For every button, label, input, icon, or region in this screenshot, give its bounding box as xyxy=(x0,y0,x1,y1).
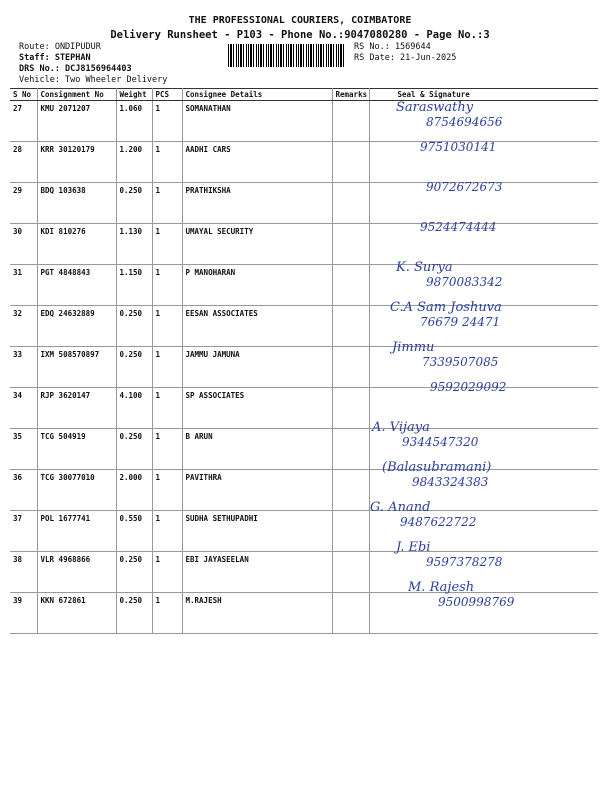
handwritten-signature xyxy=(370,500,476,529)
table-row xyxy=(10,224,598,265)
cell-pcs: 1 xyxy=(152,552,182,593)
cell-consignee: P MANOHARAN xyxy=(182,265,332,306)
col-weight: Weight xyxy=(116,89,152,101)
cell-weight: 0.250 xyxy=(116,593,152,634)
cell-pcs: 1 xyxy=(152,470,182,511)
col-signature: Seal & Signature xyxy=(369,89,598,101)
meta-left xyxy=(19,42,167,86)
signature-phone: 8754694656 xyxy=(426,115,503,129)
handwritten-signature xyxy=(390,220,496,234)
cell-weight: 0.250 xyxy=(116,347,152,388)
cell-sno: 34 xyxy=(10,388,37,429)
runsheet-subtitle: Delivery Runsheet - P103 - Phone No.:9047080280 - Page No.:3 xyxy=(110,29,490,41)
signature-name: (Balasubramani) xyxy=(382,460,492,475)
cell-remarks xyxy=(332,552,369,593)
cell-weight: 1.150 xyxy=(116,265,152,306)
cell-sno: 35 xyxy=(10,429,37,470)
signature-phone: 9072672673 xyxy=(426,180,503,194)
signature-phone: 9751030141 xyxy=(420,140,497,154)
cell-consignment: KKN 672861 xyxy=(37,593,116,634)
col-remarks: Remarks xyxy=(332,89,369,101)
table-row xyxy=(10,306,598,347)
cell-pcs: 1 xyxy=(152,388,182,429)
cell-consignment: POL 1677741 xyxy=(37,511,116,552)
cell-sno: 29 xyxy=(10,183,37,224)
signature-phone: 9597378278 xyxy=(426,555,503,569)
cell-consignee: PAVITHRA xyxy=(182,470,332,511)
runsheet-table xyxy=(10,88,598,634)
cell-pcs: 1 xyxy=(152,101,182,142)
signature-name: Jimmu xyxy=(392,340,435,355)
cell-sno: 28 xyxy=(10,142,37,183)
cell-consignment: KRR 30120179 xyxy=(37,142,116,183)
cell-weight: 0.250 xyxy=(116,183,152,224)
cell-weight: 0.250 xyxy=(116,552,152,593)
cell-consignment: TCG 30077010 xyxy=(37,470,116,511)
cell-pcs: 1 xyxy=(152,347,182,388)
signature-phone: 9500998769 xyxy=(438,595,515,609)
cell-pcs: 1 xyxy=(152,142,182,183)
signature-phone: 9524474444 xyxy=(420,220,497,234)
table-row xyxy=(10,142,598,183)
cell-remarks xyxy=(332,183,369,224)
cell-consignee: SOMANATHAN xyxy=(182,101,332,142)
table-row xyxy=(10,511,598,552)
signature-phone: 9843324383 xyxy=(412,475,489,489)
rs-date-label: RS Date: 21-Jun-2025 xyxy=(354,53,457,63)
cell-remarks xyxy=(332,306,369,347)
cell-consignee: EESAN ASSOCIATES xyxy=(182,306,332,347)
cell-sno: 31 xyxy=(10,265,37,306)
cell-remarks xyxy=(332,429,369,470)
cell-remarks xyxy=(332,265,369,306)
cell-weight: 1.060 xyxy=(116,101,152,142)
signature-phone: 76679 24471 xyxy=(420,315,501,329)
cell-remarks xyxy=(332,142,369,183)
cell-pcs: 1 xyxy=(152,593,182,634)
handwritten-signature xyxy=(396,260,502,289)
cell-weight: 4.100 xyxy=(116,388,152,429)
signature-phone: 9870083342 xyxy=(426,275,503,289)
cell-consignee: PRATHIKSHA xyxy=(182,183,332,224)
cell-consignee: B ARUN xyxy=(182,429,332,470)
meta-right xyxy=(354,42,456,64)
col-consignment: Consignment No xyxy=(37,89,116,101)
cell-consignment: EDQ 24632889 xyxy=(37,306,116,347)
signature-phone: 9487622722 xyxy=(400,515,477,529)
signature-name: M. Rajesh xyxy=(408,580,475,595)
col-sno: S No xyxy=(10,89,37,101)
signature-phone: 9592029092 xyxy=(430,380,507,394)
signature-name: K. Surya xyxy=(396,260,453,275)
handwritten-signature xyxy=(400,380,506,394)
cell-pcs: 1 xyxy=(152,306,182,347)
handwritten-signature xyxy=(372,420,478,449)
handwritten-signature xyxy=(382,460,491,489)
cell-sno: 32 xyxy=(10,306,37,347)
cell-weight: 1.130 xyxy=(116,224,152,265)
table-row xyxy=(10,388,598,429)
cell-remarks xyxy=(332,347,369,388)
cell-consignment: KMU 2071207 xyxy=(37,101,116,142)
table-row xyxy=(10,470,598,511)
route-label: Route: ONDIPUDUR xyxy=(19,42,101,52)
cell-consignee: EBI JAYASEELAN xyxy=(182,552,332,593)
cell-consignment: IXM 508570897 xyxy=(37,347,116,388)
cell-sno: 39 xyxy=(10,593,37,634)
cell-remarks xyxy=(332,593,369,634)
company-title: THE PROFESSIONAL COURIERS, COIMBATORE xyxy=(188,15,412,26)
handwritten-signature xyxy=(396,540,502,569)
signature-phone: 7339507085 xyxy=(422,355,499,369)
cell-pcs: 1 xyxy=(152,265,182,306)
cell-sno: 27 xyxy=(10,101,37,142)
cell-sno: 38 xyxy=(10,552,37,593)
cell-pcs: 1 xyxy=(152,224,182,265)
signature-name: G. Anand xyxy=(370,500,431,515)
cell-consignment: PGT 4848843 xyxy=(37,265,116,306)
staff-label: Staff: STEPHAN xyxy=(19,53,91,63)
cell-sno: 33 xyxy=(10,347,37,388)
cell-consignee: JAMMU JAMUNA xyxy=(182,347,332,388)
cell-remarks xyxy=(332,511,369,552)
barcode xyxy=(228,44,346,67)
cell-consignee: SP ASSOCIATES xyxy=(182,388,332,429)
signature-name: J. Ebi xyxy=(396,540,431,555)
handwritten-signature xyxy=(396,180,502,194)
cell-weight: 0.550 xyxy=(116,511,152,552)
handwritten-signature xyxy=(408,580,514,609)
cell-sno: 30 xyxy=(10,224,37,265)
col-consignee: Consignee Details xyxy=(182,89,332,101)
cell-consignee: SUDHA SETHUPADHI xyxy=(182,511,332,552)
table-row xyxy=(10,183,598,224)
table-row xyxy=(10,347,598,388)
cell-consignee: UMAYAL SECURITY xyxy=(182,224,332,265)
table-row xyxy=(10,429,598,470)
cell-consignment: VLR 4968866 xyxy=(37,552,116,593)
cell-sno: 36 xyxy=(10,470,37,511)
handwritten-signature xyxy=(390,300,502,329)
cell-weight: 1.200 xyxy=(116,142,152,183)
signature-phone: 9344547320 xyxy=(402,435,479,449)
cell-pcs: 1 xyxy=(152,183,182,224)
cell-pcs: 1 xyxy=(152,511,182,552)
cell-consignment: BDQ 103638 xyxy=(37,183,116,224)
drs-label: DRS No.: DCJ8156964403 xyxy=(19,64,132,74)
rs-no-label: RS No.: 1569644 xyxy=(354,42,431,52)
cell-consignment: KDI 810276 xyxy=(37,224,116,265)
cell-remarks xyxy=(332,470,369,511)
cell-remarks xyxy=(332,101,369,142)
cell-pcs: 1 xyxy=(152,429,182,470)
signature-name: C.A Sam Joshuva xyxy=(390,300,502,315)
cell-remarks xyxy=(332,224,369,265)
cell-weight: 0.250 xyxy=(116,306,152,347)
vehicle-label: Vehicle: Two Wheeler Delivery xyxy=(19,75,168,85)
cell-remarks xyxy=(332,388,369,429)
handwritten-signature xyxy=(392,340,498,369)
table-row xyxy=(10,265,598,306)
cell-consignee: M.RAJESH xyxy=(182,593,332,634)
handwritten-signature xyxy=(396,100,502,129)
col-pcs: PCS xyxy=(152,89,182,101)
table-row xyxy=(10,101,598,142)
cell-consignment: RJP 3620147 xyxy=(37,388,116,429)
handwritten-signature xyxy=(390,140,496,154)
table-header xyxy=(10,89,598,101)
cell-weight: 2.000 xyxy=(116,470,152,511)
signature-name: A. Vijaya xyxy=(372,420,430,435)
signature-name: Saraswathy xyxy=(396,100,474,115)
cell-weight: 0.250 xyxy=(116,429,152,470)
cell-sno: 37 xyxy=(10,511,37,552)
cell-consignment: TCG 504919 xyxy=(37,429,116,470)
cell-consignee: AADHI CARS xyxy=(182,142,332,183)
